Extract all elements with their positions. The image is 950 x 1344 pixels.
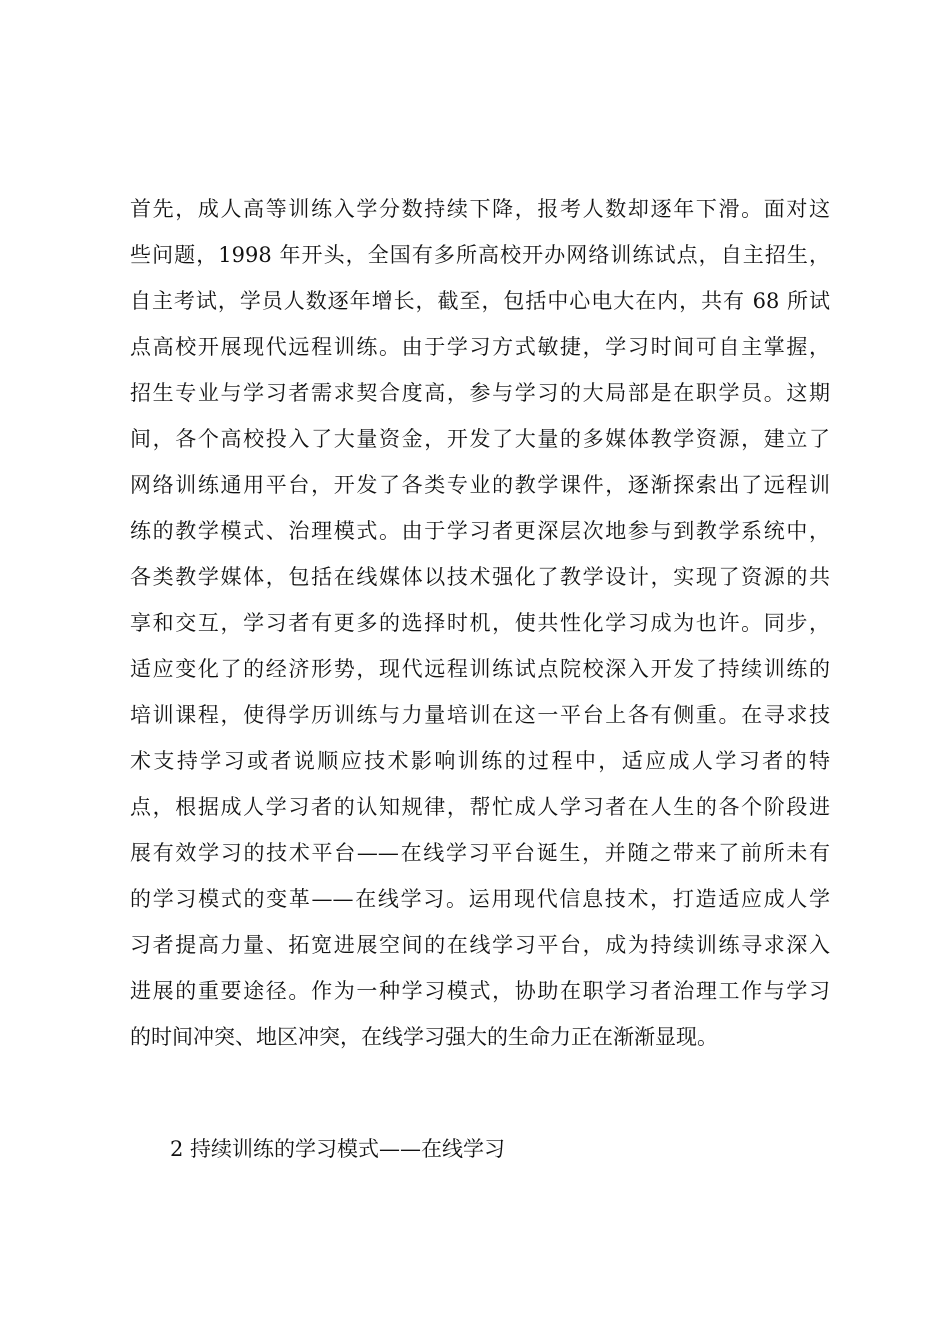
paragraph-line: 自主考试，学员人数逐年增长，截至，包括中心电大在内，共有 68 所试 bbox=[130, 289, 830, 313]
paragraph-line: 练的教学模式、治理模式。由于学习者更深层次地参与到教学系统中， bbox=[130, 519, 830, 543]
paragraph-line: 展有效学习的技术平台——在线学习平台诞生，并随之带来了前所未有 bbox=[130, 841, 830, 865]
paragraph-line: 享和交互，学习者有更多的选择时机，使共性化学习成为也许。同步， bbox=[130, 611, 830, 635]
paragraph-line: 网络训练通用平台，开发了各类专业的教学课件，逐渐探索出了远程训 bbox=[130, 473, 830, 497]
paragraph-line: 进展的重要途径。作为一种学习模式，协助在职学习者治理工作与学习 bbox=[130, 979, 830, 1003]
paragraph-line: 各类教学媒体，包括在线媒体以技术强化了教学设计，实现了资源的共 bbox=[130, 565, 830, 589]
paragraph-line: 的时间冲突、地区冲突，在线学习强大的生命力正在渐渐显现。 bbox=[130, 1025, 718, 1049]
section-heading: 2 持续训练的学习模式——在线学习 bbox=[170, 1137, 506, 1161]
paragraph-line: 点高校开展现代远程训练。由于学习方式敏捷，学习时间可自主掌握， bbox=[130, 335, 830, 359]
paragraph-line: 些问题，1998 年开头，全国有多所高校开办网络训练试点，自主招生， bbox=[130, 243, 830, 267]
paragraph-line: 点，根据成人学习者的认知规律，帮忙成人学习者在人生的各个阶段进 bbox=[130, 795, 830, 819]
paragraph-line: 习者提高力量、拓宽进展空间的在线学习平台，成为持续训练寻求深入 bbox=[130, 933, 830, 957]
paragraph-line: 的学习模式的变革——在线学习。运用现代信息技术，打造适应成人学 bbox=[130, 887, 830, 911]
paragraph-line: 术支持学习或者说顺应技术影响训练的过程中，适应成人学习者的特 bbox=[130, 749, 830, 773]
paragraph-line: 招生专业与学习者需求契合度高，参与学习的大局部是在职学员。这期 bbox=[130, 381, 830, 405]
paragraph-line: 培训课程，使得学历训练与力量培训在这一平台上各有侧重。在寻求技 bbox=[130, 703, 830, 727]
body-paragraph bbox=[130, 186, 830, 1060]
paragraph-line: 适应变化了的经济形势，现代远程训练试点院校深入开发了持续训练的 bbox=[130, 657, 830, 681]
paragraph-line: 间，各个高校投入了大量资金，开发了大量的多媒体教学资源，建立了 bbox=[130, 427, 830, 451]
paragraph-line: 首先，成人高等训练入学分数持续下降，报考人数却逐年下滑。面对这 bbox=[130, 197, 830, 221]
